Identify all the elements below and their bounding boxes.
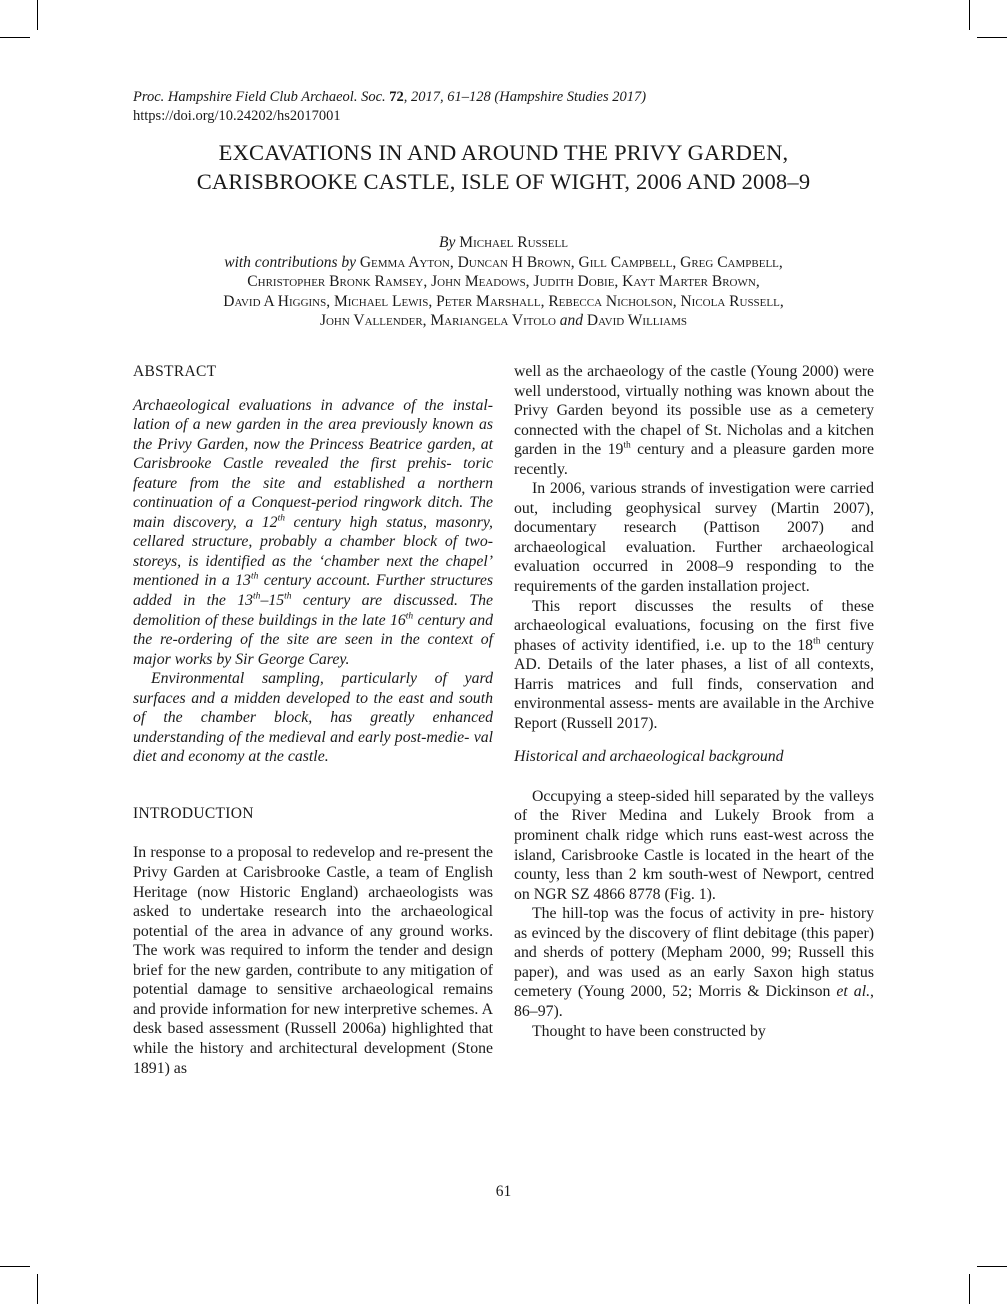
text-line: garden, at Carisbrooke Castle revealed the first prehis- [133, 435, 494, 473]
text-line: This report discusses the results of these [532, 597, 874, 615]
text-line: (Pattison 2007) and archaeological evaluation. [514, 519, 875, 556]
title-line: CARISBROOKE CASTLE, ISLE OF WIGHT, 2006 AND 2008–9 [196, 169, 811, 194]
text-line: works. The work was required to inform the [133, 922, 494, 960]
text-line: century [291, 592, 351, 610]
journal-name: Proc. Hampshire Field Club Archaeol. Soc. [133, 89, 386, 105]
body-paragraph [133, 843, 493, 1078]
text-line: et al. [836, 983, 871, 1001]
crop-mark [969, 0, 970, 30]
text-line: val diet and economy at the castle. [133, 728, 494, 766]
contributor-names: Christopher Bronk Ramsey, John Meadows, Judith Dobie, Kayt Marter Brown, [247, 273, 760, 290]
text-line: surfaces and a midden developed to the east and [133, 689, 454, 707]
section-subheading: Historical and archaeological background [514, 748, 784, 766]
text-line: century and a pleasure garden more [630, 441, 875, 459]
text-line: 86–97). [514, 1002, 563, 1020]
text-line: finds, conservation and environmental assess- [514, 675, 874, 713]
title-line: EXCAVATIONS IN AND AROUND THE PRIVY GARDEN, [218, 140, 789, 165]
page-number: 61 [495, 1183, 512, 1200]
text-line: schemes. A desk based assessment (Russell [133, 1000, 494, 1038]
text-line: are seen in the context of major works by Sir George [133, 631, 493, 668]
contributor-names: Gemma Ayton, Duncan H Brown, Gill Campbell, Greg Campbell, [359, 253, 783, 271]
right-column [514, 362, 874, 1041]
text-line: th [250, 572, 259, 583]
text-line: Carey. [308, 650, 350, 668]
text-line: archaeological evaluations, focusing on the [514, 617, 807, 635]
text-line: continuation of a Conquest-period ringwork ditch. [133, 494, 464, 512]
text-line: Historic England) archaeologists was asked [133, 883, 494, 921]
text-line: understanding of the medieval and early post-medie- [133, 728, 470, 746]
body-paragraph [514, 1022, 874, 1042]
text-line: the 19 [581, 441, 624, 459]
text-line: the chapel’ mentioned in a 13 [133, 552, 494, 590]
text-line: the 18 [771, 636, 814, 654]
text-line: well as the archaeology of the castle (Young [514, 363, 798, 380]
text-line: th [813, 636, 821, 647]
text-line: than 2 km south-west of Newport, centred on [514, 866, 875, 903]
text-line: 2000) were well understood, virtually nothing [514, 363, 874, 400]
text-line: ments are available in the Archive Report [514, 695, 874, 732]
text-line: Further structures added in the 13 [133, 572, 493, 610]
text-line: Brook from a prominent chalk ridge which [514, 807, 875, 845]
text-line: , [870, 983, 874, 1001]
text-line: a list of all contexts, Harris matrices and full [514, 656, 875, 693]
crop-mark [0, 1266, 30, 1267]
text-line: Further archaeological evaluation occurred in [514, 538, 874, 576]
text-line: was used as an early Saxon high status cemetery [514, 963, 874, 1001]
text-line: first five phases of activity identified, i.e. up to [514, 617, 874, 654]
body-paragraph [514, 597, 874, 734]
text-line: were carried out, including geophysical [514, 480, 875, 517]
text-line: th [277, 513, 285, 524]
crop-mark [37, 1274, 38, 1304]
text-line: are discussed. The demolition of these buildings in [133, 592, 493, 629]
contributions-label: with contributions by [224, 253, 356, 271]
text-line: contribute to any mitigation of potential [133, 961, 493, 999]
crop-mark [969, 1274, 970, 1304]
abstract-paragraph [133, 669, 493, 767]
by-label: By [439, 234, 456, 251]
text-line: architectural development (Stone 1891) as [133, 1039, 494, 1077]
text-line: In response to a proposal to redevelop and [133, 844, 403, 862]
journal-volume: 72 [389, 89, 404, 105]
text-line: debitage (this paper) and sherds of pottery [514, 924, 874, 962]
text-line: Castle is located in the heart of the county, less [514, 846, 875, 884]
text-line: was known about the Privy Garden beyond its [514, 382, 874, 420]
text-line: Archaeological evaluations in advance of the instal- [133, 396, 493, 414]
text-line: The hill-top was the focus of activity in pre- [532, 905, 825, 923]
text-line: century AD. Details of the later phases, [514, 636, 874, 674]
left-column [133, 362, 493, 1078]
crop-mark [37, 0, 38, 30]
text-line: Thought to have been constructed by [532, 1022, 766, 1040]
crop-mark [0, 37, 30, 38]
text-line: th [284, 591, 292, 602]
text-line: south of the chamber block, has greatly enhanced [133, 689, 493, 727]
text-line: possible use as a cemetery connected with the [514, 402, 875, 439]
text-line: history as evinced by the discovery of flint [514, 905, 875, 942]
contributors-line [100, 311, 907, 331]
and-label: and [559, 312, 584, 329]
text-line: 2008–9 responding to the requirements of the [514, 558, 875, 596]
text-line: (Russell 2017). [560, 714, 658, 732]
text-line: Environmental sampling, particularly of yard [151, 670, 493, 688]
body-paragraph [514, 479, 874, 596]
introduction-heading: INTRODUCTION [133, 804, 254, 822]
text-line: and provide information for new interpretive [133, 1000, 417, 1018]
abstract-heading: ABSTRACT [133, 363, 217, 380]
text-line: damage to sensitive archaeological remains [197, 981, 493, 999]
body-paragraph [514, 904, 874, 1021]
abstract-paragraph [133, 396, 493, 670]
text-line: th [623, 440, 631, 451]
author-block [100, 233, 907, 331]
main-author: Michael Russell [459, 234, 568, 251]
text-line: block of two-storeys, is identified as the ‘chamber next [133, 533, 494, 570]
main-author-line [100, 233, 907, 253]
text-line: toric feature from the site and established a northern [133, 455, 493, 492]
journal-citation [133, 88, 646, 106]
contributors-line [100, 253, 907, 273]
text-line: runs east-west across the island, Carisbrooke [514, 827, 874, 864]
text-line: to undertake research into the archaeological [179, 903, 494, 921]
text-line: In 2006, various strands of investigation [532, 480, 791, 498]
text-line: chapel of St. Nicholas and a kitchen garden in [514, 421, 875, 459]
text-line: re-present the Privy Garden at Carisbrooke [133, 844, 494, 882]
text-line: century and the re-ordering of the site [133, 611, 493, 649]
text-line: lation of a new garden in the area previously known [133, 416, 474, 434]
text-line: The main discovery, a 12 [133, 494, 493, 531]
text-line: NGR SZ 4866 8778 (Fig. 1). [533, 885, 716, 903]
text-line: tender and design brief for the new garden, [133, 942, 494, 979]
text-line: (Mepham 2000, 99; Russell this paper), and [514, 944, 874, 981]
text-line: century account. [258, 572, 371, 590]
text-line: Castle, a team of English Heritage (now [133, 864, 494, 901]
text-line: (Young 2000, 52; Morris & Dickinson [577, 983, 837, 1001]
text-line: century high status, [284, 513, 427, 531]
article-title [100, 138, 907, 196]
text-line: th [253, 591, 261, 602]
contributor-names: David A Higgins, Michael Lewis, Peter Marshall, Rebecca Nicholson, Nicola Russell, [223, 292, 784, 310]
text-line: as the Privy Garden, now the Princess Beatrice [133, 416, 493, 453]
crop-mark [977, 37, 1007, 38]
text-line: recently. [514, 460, 568, 478]
text-line: survey (Martin 2007), documentary research [514, 499, 875, 537]
crop-mark [977, 1266, 1007, 1267]
text-line: garden installation project. [640, 578, 810, 596]
text-line: the valleys of the River Medina and Lukely [514, 787, 875, 825]
text-line: masonry, cellared structure, probably a chamber [133, 513, 493, 551]
contributor-names: John Vallender, Mariangela Vitolo [319, 312, 556, 329]
body-paragraph [514, 362, 874, 479]
body-paragraph [514, 787, 874, 904]
contributor-names: David Williams [586, 312, 688, 329]
text-line: –15 [260, 592, 285, 610]
doi-link[interactable]: https://doi.org/10.24202/hs2017001 [133, 108, 341, 124]
text-line: Occupying a steep-sided hill separated by [532, 787, 801, 805]
text-line: potential of the area in advance of any ground [133, 922, 444, 940]
citation-details: , 2017, 61–128 (Hampshire Studies 2017) [403, 89, 647, 105]
abstract [133, 396, 493, 767]
text-line: the late 16 [338, 611, 406, 629]
text-line: 2006a) highlighted that while the history and [133, 1020, 493, 1057]
text-line: th [405, 611, 414, 622]
